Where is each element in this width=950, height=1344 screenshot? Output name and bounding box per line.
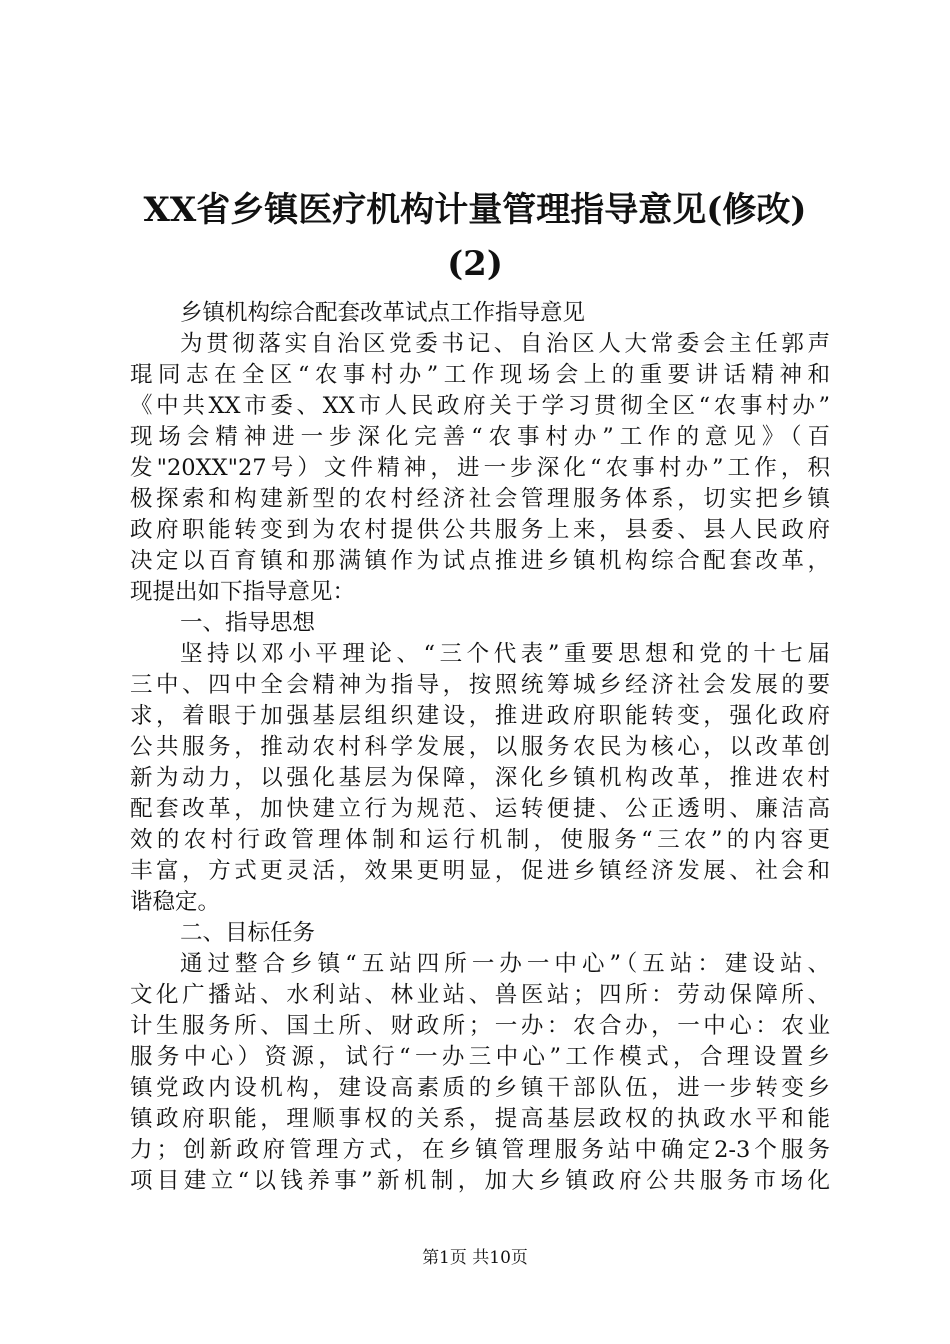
body-line: 琨同志在全区“农事村办”工作现场会上的重要讲话精神和 [130, 362, 830, 388]
document-title-line-2: (2) [447, 244, 503, 284]
document-body [130, 298, 830, 1197]
body-line: 谐稳定。 [130, 889, 221, 915]
document-title-line-1: XX省乡镇医疗机构计量管理指导意见(修改) [143, 190, 807, 230]
body-line: 求，着眼于加强基层组织建设，推进政府职能转变，强化政府 [130, 703, 830, 729]
body-line: 发"20XX"27号）文件精神，进一步深化“农事村办”工作，积 [130, 455, 830, 481]
body-line: 项目建立“以钱养事”新机制，加大乡镇政府公共服务市场化 [130, 1168, 830, 1194]
body-line: 服务中心）资源，试行“一办三中心”工作模式，合理设置乡 [130, 1044, 830, 1070]
body-line: 丰富，方式更灵活，效果更明显，促进乡镇经济发展、社会和 [130, 858, 830, 884]
subtitle-line: 乡镇机构综合配套改革试点工作指导意见 [180, 300, 586, 326]
body-line: 极探索和构建新型的农村经济社会管理服务体系，切实把乡镇 [130, 486, 830, 512]
section-heading: 一、指导思想 [180, 610, 316, 636]
body-line: 公共服务，推动农村科学发展，以服务农民为核心，以改革创 [130, 734, 830, 760]
section-heading: 二、目标任务 [180, 920, 316, 946]
body-line: 力；创新政府管理方式，在乡镇管理服务站中确定2-3个服务 [130, 1137, 830, 1163]
body-line: 决定以百育镇和那满镇作为试点推进乡镇机构综合配套改革， [130, 548, 830, 574]
body-line: 现提出如下指导意见： [130, 579, 356, 605]
body-line: 配套改革，加快建立行为规范、运转便捷、公正透明、廉洁高 [130, 796, 830, 822]
page-number-footer: 第1页 共10页 [422, 1248, 528, 1268]
body-line: 镇政府职能，理顺事权的关系，提高基层政权的执政水平和能 [130, 1106, 830, 1132]
body-line: 为贯彻落实自治区党委书记、自治区人大常委会主任郭声 [180, 331, 830, 357]
body-line: 《中共XX市委、XX市人民政府关于学习贯彻全区“农事村办” [130, 393, 830, 419]
body-line: 通过整合乡镇“五站四所一办一中心”（五站：建设站、 [180, 951, 830, 977]
body-line: 新为动力，以强化基层为保障，深化乡镇机构改革，推进农村 [130, 765, 830, 791]
body-line: 政府职能转变到为农村提供公共服务上来，县委、县人民政府 [130, 517, 830, 543]
body-line: 计生服务所、国土所、财政所；一办：农合办，一中心：农业 [130, 1013, 830, 1039]
body-line: 文化广播站、水利站、林业站、兽医站；四所：劳动保障所、 [130, 982, 830, 1008]
body-line: 现场会精神进一步深化完善“农事村办”工作的意见》（百 [130, 424, 830, 450]
body-line: 坚持以邓小平理论、“三个代表”重要思想和党的十七届 [180, 641, 830, 667]
body-line: 三中、四中全会精神为指导，按照统筹城乡经济社会发展的要 [130, 672, 830, 698]
body-line: 镇党政内设机构，建设高素质的乡镇干部队伍，进一步转变乡 [130, 1075, 830, 1101]
body-line: 效的农村行政管理体制和运行机制，使服务“三农”的内容更 [130, 827, 830, 853]
